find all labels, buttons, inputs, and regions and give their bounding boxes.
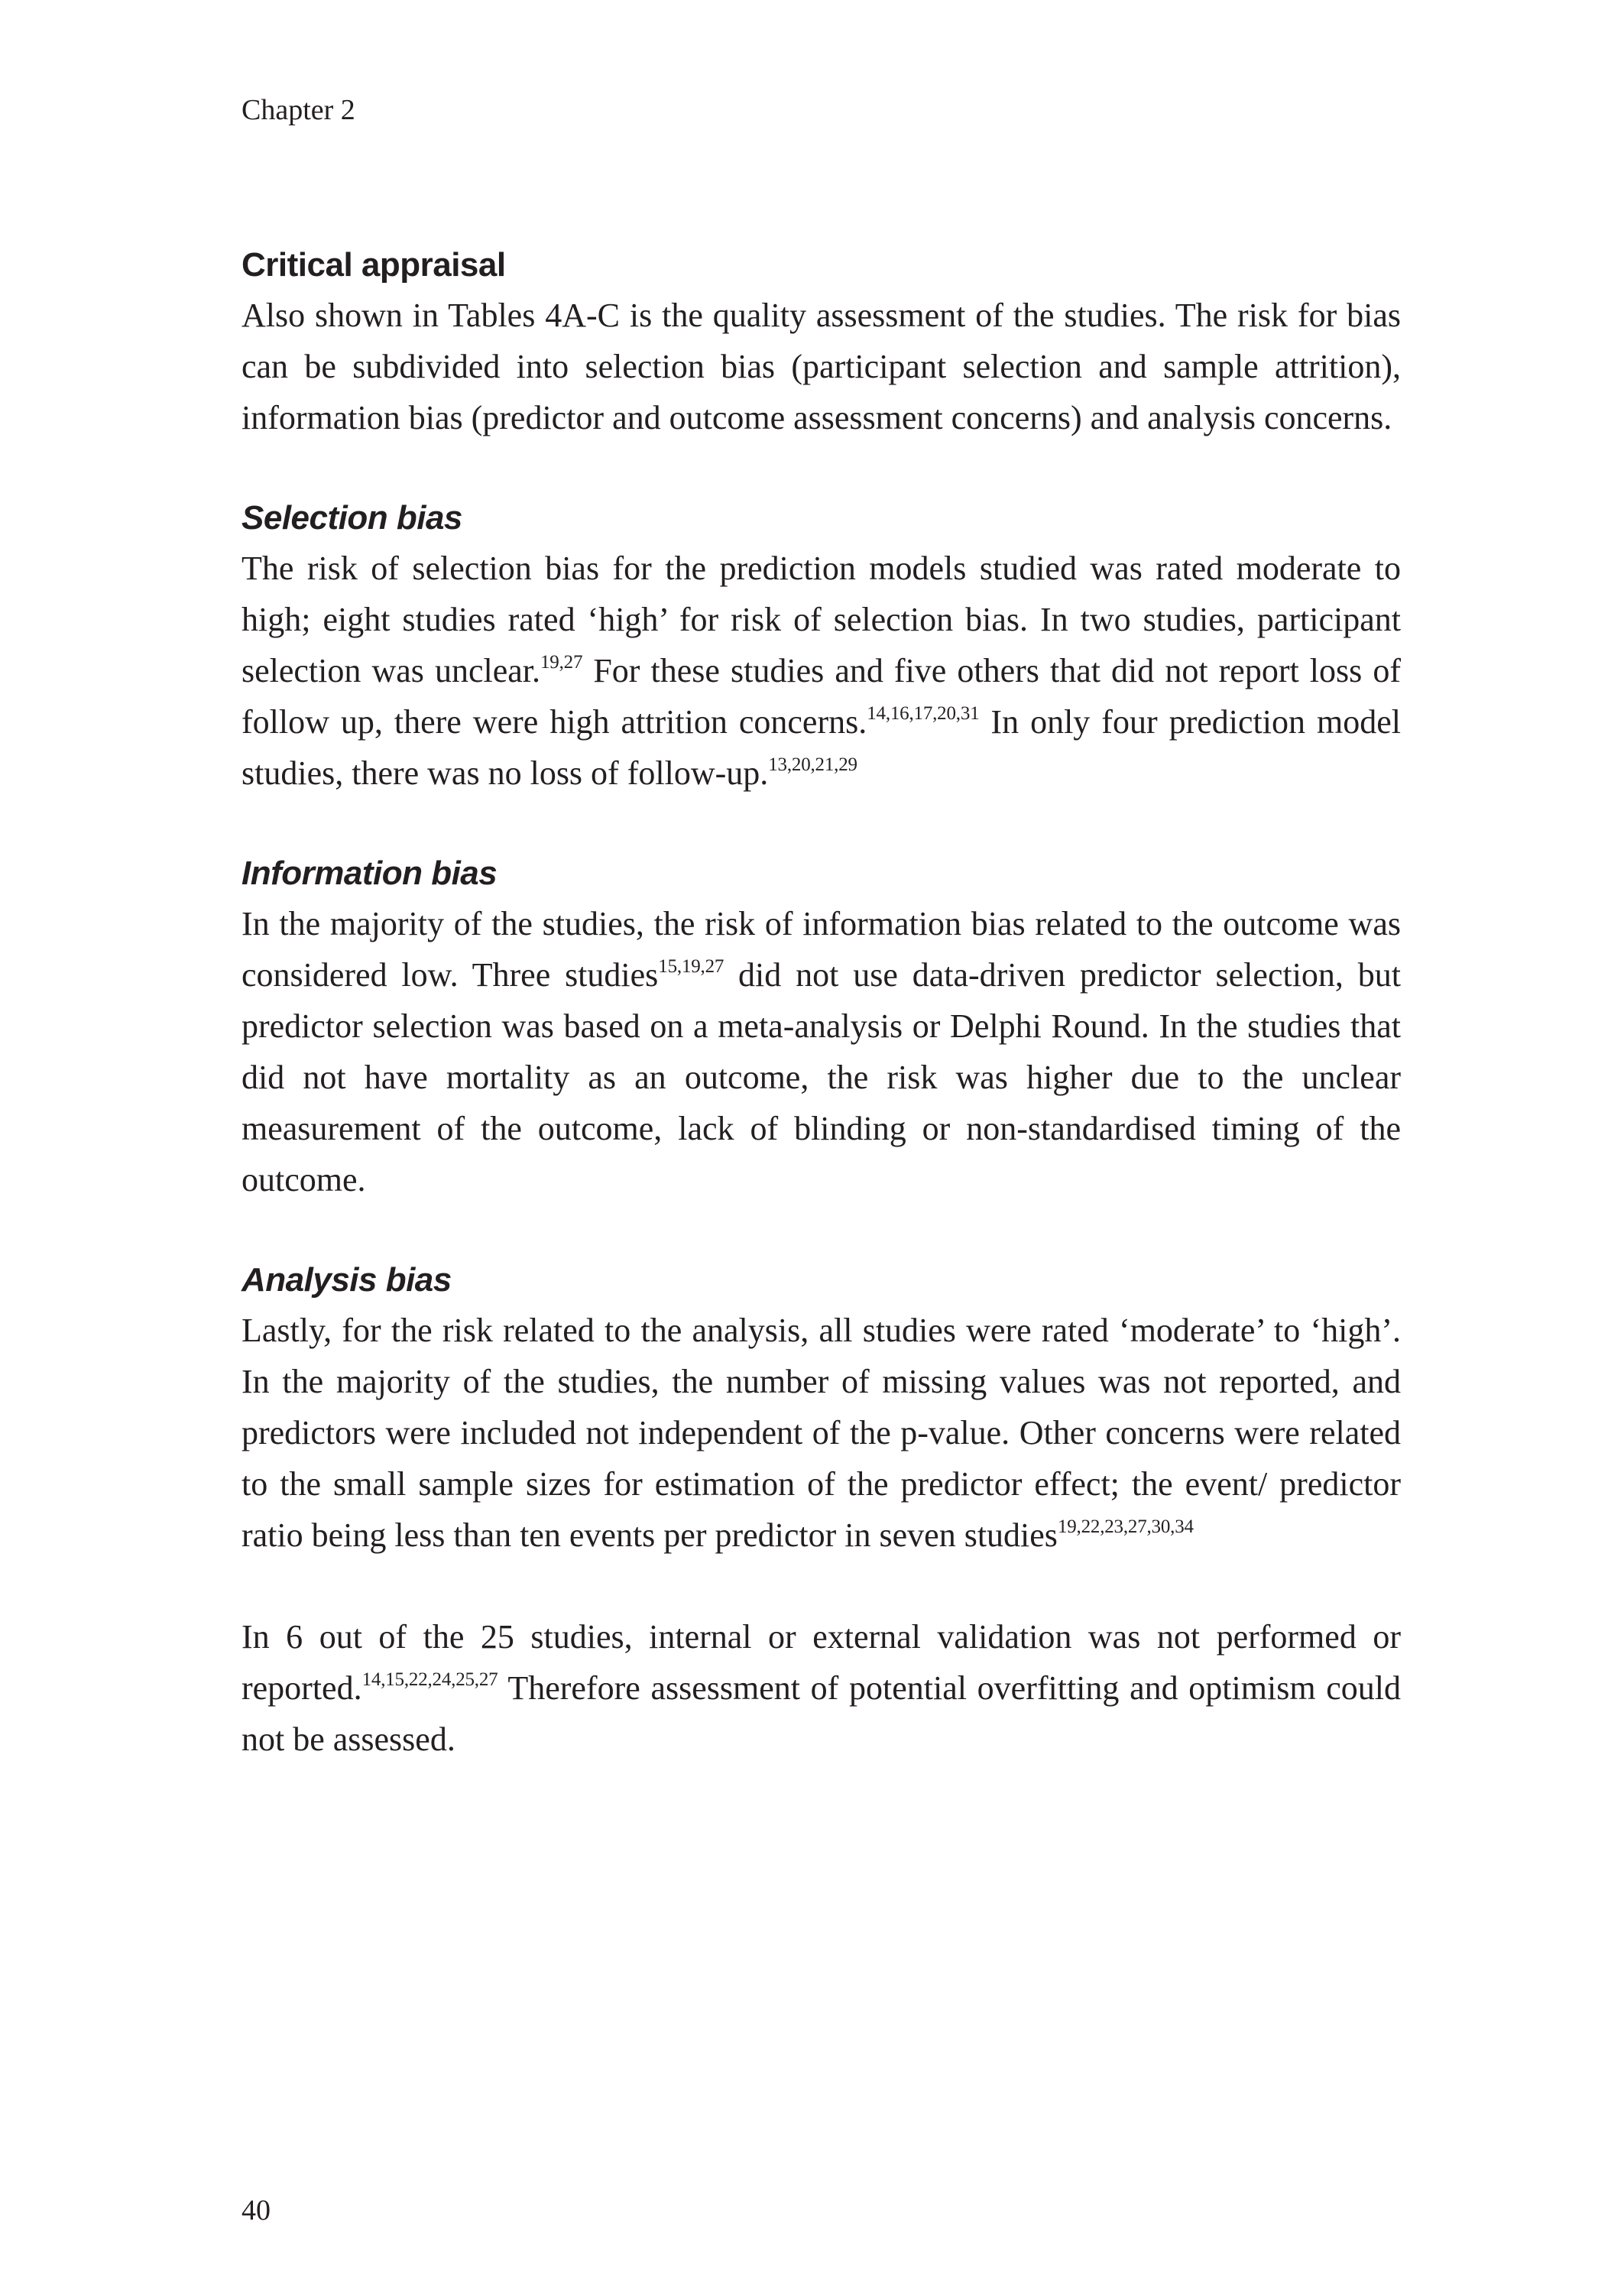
- paragraph: [241, 898, 1401, 1205]
- text-run: For these studies and five others that did not report loss of follow up, there were high attrition concerns.: [241, 652, 1401, 741]
- paragraph: [241, 1611, 1401, 1765]
- citation-ref: 19,22,23,27,30,34: [1057, 1516, 1194, 1537]
- text-run: In 6 out of the 25 studies, internal or external validation was not performed or reported.: [241, 1618, 1401, 1707]
- paragraph: Also shown in Tables 4A-C is the quality assessment of the studies. The risk for bias can be subdivided into selection bias (participant selection and sample attrition), information bias (predictor and outcome assessment concerns) and analysis concerns.: [241, 297, 1401, 436]
- section-critical-appraisal: [241, 241, 1401, 443]
- citation-ref: 14,15,22,24,25,27: [361, 1669, 498, 1690]
- section-heading: Critical appraisal: [241, 246, 506, 284]
- subsection-heading: Analysis bias: [241, 1261, 452, 1299]
- running-header: Chapter 2: [241, 94, 355, 126]
- citation-ref: 13,20,21,29: [768, 754, 857, 775]
- citation-ref: 14,16,17,20,31: [867, 703, 980, 724]
- text-run: In the majority of the studies, the risk of information bias related to the outcome was considered low. Three studies: [241, 905, 1401, 994]
- paragraph: [241, 543, 1401, 799]
- subsection-heading: Selection bias: [241, 499, 462, 537]
- section-information-bias: [241, 849, 1401, 1205]
- subsection-heading: Information bias: [241, 855, 498, 892]
- section-selection-bias: [241, 494, 1401, 799]
- section-analysis-bias: [241, 1256, 1401, 1561]
- section-validation: [241, 1611, 1401, 1765]
- citation-ref: 15,19,27: [658, 956, 724, 977]
- citation-ref: 19,27: [540, 652, 583, 673]
- text-run: In only four prediction model studies, there was no loss of follow-up.: [241, 703, 1401, 792]
- page-number: 40: [241, 2194, 271, 2227]
- page-body: [241, 241, 1401, 1815]
- text-run: Therefore assessment of potential overfitting and optimism could not be assessed.: [241, 1669, 1401, 1758]
- text-run: did not use data-driven predictor selection, but predictor selection was based on a meta-analysis or Delphi Round. In the studies that did not have mortality as an outcome, the risk was higher due to the unclear measurement of the outcome, lack of blinding or non-standardised timing of the outcome.: [241, 956, 1401, 1198]
- text-run: Lastly, for the risk related to the analysis, all studies were rated ‘moderate’ to ‘high’. In the majority of the studies, the number of missing values was not reported, and predictors were included not independent of the p-value. Other concerns were related to the small sample sizes for estimation of the predictor effect; the event/ predictor ratio being less than ten events per predictor in seven studies: [241, 1312, 1401, 1554]
- paragraph: [241, 1305, 1401, 1561]
- text-run: The risk of selection bias for the prediction models studied was rated moderate to high; eight studies rated ‘high’ for risk of selection bias. In two studies, participant selection was unclear.: [241, 550, 1401, 689]
